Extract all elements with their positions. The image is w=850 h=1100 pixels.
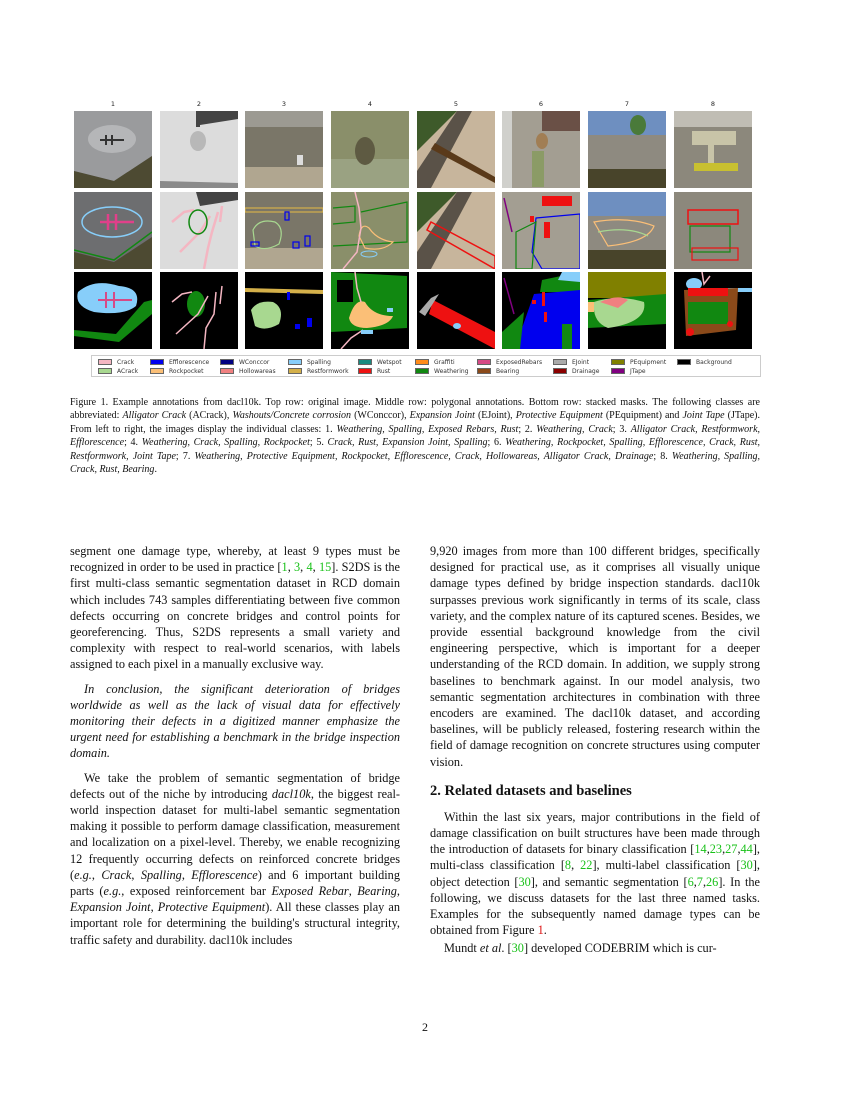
figure-ref-link[interactable]: 1 xyxy=(537,923,544,938)
citation-link[interactable]: 30 xyxy=(511,941,524,956)
legend-swatch xyxy=(358,359,372,365)
legend-swatch xyxy=(477,359,491,365)
citation-link[interactable]: 44 xyxy=(740,842,753,857)
column-number: 6 xyxy=(538,100,544,108)
legend-item xyxy=(611,358,666,366)
stacked-mask xyxy=(331,272,409,349)
column-number: 1 xyxy=(110,100,116,108)
citation-link[interactable]: 30 xyxy=(740,858,753,873)
citation-link[interactable]: 4 xyxy=(306,560,313,575)
legend-swatch xyxy=(98,359,112,365)
legend-swatch xyxy=(150,368,164,374)
original-image xyxy=(502,111,580,188)
stacked-mask xyxy=(674,272,752,349)
legend-swatch xyxy=(98,368,112,374)
stacked-mask xyxy=(588,272,666,349)
column-number: 2 xyxy=(196,100,202,108)
legend-item xyxy=(477,358,542,366)
legend-label: Rust xyxy=(377,367,391,375)
polygon-annotation xyxy=(417,192,495,269)
legend-item xyxy=(98,367,138,375)
legend-swatch xyxy=(477,368,491,374)
legend-swatch xyxy=(288,359,302,365)
legend-item xyxy=(150,358,209,366)
legend-swatch xyxy=(677,359,691,365)
legend-item xyxy=(611,367,646,375)
right-text-column xyxy=(430,543,760,965)
legend-swatch xyxy=(220,368,234,374)
legend-swatch xyxy=(611,368,625,374)
citation-link[interactable]: 22 xyxy=(580,858,593,873)
legend-item xyxy=(477,367,519,375)
legend-label: Graffiti xyxy=(434,358,455,366)
stacked-mask xyxy=(502,272,580,349)
legend-item xyxy=(220,358,269,366)
polygon-annotation xyxy=(588,192,666,269)
legend-item xyxy=(415,358,455,366)
legend-label: WConccor xyxy=(239,358,270,366)
legend-item xyxy=(288,367,349,375)
left-text-column xyxy=(70,543,400,956)
polygon-annotation xyxy=(245,192,323,269)
citation-link[interactable]: 27 xyxy=(725,842,738,857)
legend-swatch xyxy=(150,359,164,365)
figure-caption: Figure 1. Example annotations from dacl10k. Top row: original image. Middle row: polygonal annotations. Bottom row: stacked masks. The following classes are abbreviated: Alligator Crack (ACrack), Washouts/Concrete corrosion (WConccor), Expansion Joint (EJoint), Protective Equipment (PEquipment) and Joint Tape (JTape). From left to right, the images display the individual classes: 1. Weathering, Spalling, Exposed Rebars, Rust; 2. Weathering, Crack; 3. Alligator Crack, Restformwork, Efflorescence; 4. Weathering, Crack, Spalling, Rockpocket; 5. Crack, Rust, Expansion Joint, Spalling; 6. Weathering, Rockpocket, Spalling, Efflorescence, Crack, Rust, Restformwork, Joint Tape; 7. Weathering, Protective Equipment, Rockpocket, Efflorescence, Crack, Hollowareas, Alligator Crack, Drainage; 8. Weathering, Spalling, Crack, Rust, Bearing. xyxy=(70,397,761,476)
citation-link[interactable]: 1 xyxy=(281,560,288,575)
original-image xyxy=(74,111,152,188)
original-image xyxy=(331,111,409,188)
legend-label: PEquipment xyxy=(630,358,667,366)
citation-link[interactable]: 23 xyxy=(709,842,723,857)
legend-swatch xyxy=(415,368,429,374)
original-image xyxy=(160,111,238,188)
legend-item xyxy=(358,367,390,375)
stacked-mask xyxy=(74,272,152,349)
legend-item xyxy=(677,358,732,366)
citation-link[interactable]: 7 xyxy=(696,874,703,889)
legend-label: ExposedRebars xyxy=(496,358,543,366)
legend-label: Wetspot xyxy=(377,358,402,366)
citation-link[interactable]: 15 xyxy=(318,560,332,575)
polygon-annotation xyxy=(74,192,152,269)
legend-item xyxy=(220,367,276,375)
legend-label: Hollowareas xyxy=(239,367,276,375)
polygon-annotation xyxy=(160,192,238,269)
section-heading: 2. Related datasets and baselines xyxy=(430,782,632,799)
legend-swatch xyxy=(220,359,234,365)
legend-label: Restformwork xyxy=(307,367,349,375)
citation-link[interactable]: 14 xyxy=(694,842,707,857)
legend-item xyxy=(98,358,134,366)
legend-label: Drainage xyxy=(572,367,600,375)
legend-item xyxy=(553,367,599,375)
paragraph: Within the last six years, major contributions in the field of damage classification on built structures have been made through the introduction of datasets for binary classification [14,23,27,44], multi-class classification [8, 22], multi-label classification [30], object detection [30], and semantic segmentation [6,7,26]. In the following, we discuss datasets for the last three named tasks. Examples for the subsequently named damage types can be obtained from Figure 1. xyxy=(430,809,761,938)
legend-label: Background xyxy=(696,358,732,366)
column-number: 8 xyxy=(710,100,716,108)
legend-label: Weathering xyxy=(434,367,469,375)
page-number: 2 xyxy=(422,1020,428,1034)
column-number: 3 xyxy=(281,100,287,108)
legend-label: ACrack xyxy=(117,367,139,375)
paragraph: segment one damage type, whereby, at least 9 types must be recognized in order to be used in practice [1, 3, 4, 15]. S2DS is the first multi-class semantic segmentation dataset in RCD domain which includes 743 samples differentiating between five common defects occurring on concrete bridges and control points for georeferencing. Thus, S2DS represents a small variety and complexity with respect to real-world scenarios, with labels assigned to each pixel in a manually exclusive way. xyxy=(70,544,401,672)
legend-swatch xyxy=(288,368,302,374)
citation-link[interactable]: 6 xyxy=(687,874,694,889)
figure-legend xyxy=(91,355,761,377)
stacked-mask xyxy=(160,272,238,349)
original-image xyxy=(417,111,495,188)
original-image xyxy=(245,111,323,188)
legend-label: Efflorescence xyxy=(169,358,210,366)
legend-label: EJoint xyxy=(572,358,590,366)
legend-label: Spalling xyxy=(307,358,331,366)
polygon-annotation xyxy=(331,192,409,269)
legend-swatch xyxy=(358,368,372,374)
legend-item xyxy=(358,358,402,366)
original-image xyxy=(588,111,666,188)
citation-link[interactable]: 30 xyxy=(518,874,531,889)
legend-swatch xyxy=(553,368,567,374)
paragraph-italic: In conclusion, the significant deterioration of bridges worldwide as well as the lack of visual data for effectively monitoring their defects in a digitized manner emphasize the urgent need for establishing a benchmark in the bridge inspection domain. xyxy=(70,681,400,761)
column-number: 4 xyxy=(367,100,373,108)
citation-link[interactable]: 26 xyxy=(706,874,719,889)
stacked-mask xyxy=(417,272,495,349)
paragraph: We take the problem of semantic segmentation of bridge defects out of the niche by introducing dacl10k, the biggest real-world inspection dataset for multi-label semantic segmentation making it possible to perform damage classification, measurement and localization on a pixel-level. Thereby, we enable recognizing 12 frequently occurring defects on reinforced concrete bridges (e.g., Crack, Spalling, Efflorescence) and 6 important building parts (e.g., exposed reinforcement bar Exposed Rebar, Bearing, Expansion Joint, Protective Equipment). All these classes play an important role for determining the building's structural integrity, traffic safety and durability. dacl10k includes xyxy=(70,770,401,947)
citation-link[interactable]: 3 xyxy=(294,560,301,575)
polygon-annotation xyxy=(674,192,752,269)
column-number: 7 xyxy=(624,100,630,108)
figure-1-image-grid xyxy=(74,100,754,352)
original-image xyxy=(674,111,752,188)
legend-item xyxy=(288,358,331,366)
legend-swatch xyxy=(415,359,429,365)
legend-swatch xyxy=(553,359,567,365)
stacked-mask xyxy=(245,272,323,349)
legend-item xyxy=(150,367,203,375)
citation-link[interactable]: 8 xyxy=(564,858,572,873)
legend-label: Crack xyxy=(117,358,135,366)
legend-label: Bearing xyxy=(496,367,520,375)
column-number: 5 xyxy=(453,100,459,108)
legend-item xyxy=(415,367,469,375)
paragraph: 9,920 images from more than 100 different bridges, specifically designed for practical use, as it comprises all visually unique damage types defined by bridge inspection standards. dacl10k surpasses previous work significantly in terms of its scale, class variety, and the complex nature of its captured scenes. Besides, we provide essential background knowledge from the civil engineering perspective, which is important for a deeper understanding of the RCD domain. In addition, we supply strong baselines to benchmark against. In our model analysis, two semantic segmentation architectures in combination with three encoders are examined. The dacl10k dataset, and according baselines, will be publicly released, fostering research within the field of damage recognition on concrete structures using computer vision. xyxy=(430,544,760,769)
legend-swatch xyxy=(611,359,625,365)
legend-item xyxy=(553,358,589,366)
paragraph: Mundt et al. [30] developed CODEBRIM which is cur- xyxy=(444,941,717,956)
polygon-annotation xyxy=(502,192,580,269)
legend-label: Rockpocket xyxy=(169,367,204,375)
legend-label: JTape xyxy=(630,367,646,375)
